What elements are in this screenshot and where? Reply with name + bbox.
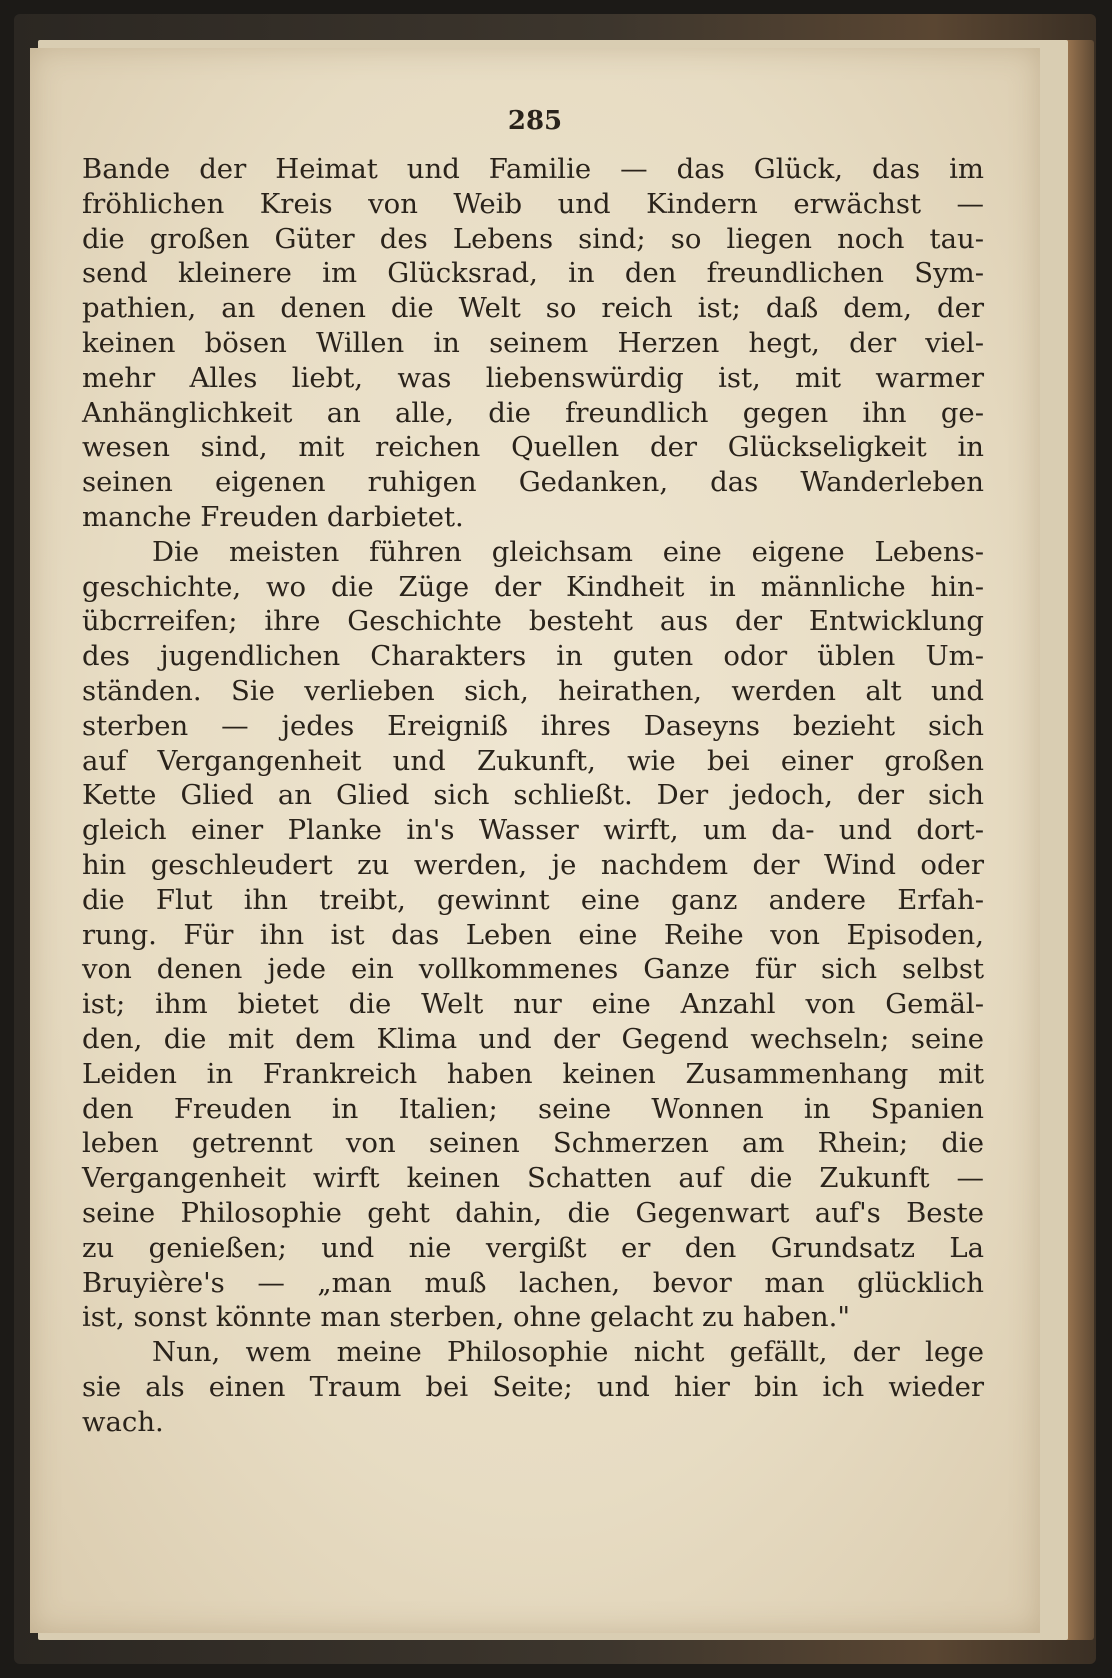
text-line: ständen. Sie verlieben sich, heirathen, werden alt und	[82, 674, 984, 707]
text-line: seine Philosophie geht dahin, die Gegenwart auf's Beste	[82, 1196, 984, 1229]
text-line: ist, sonst könnte man sterben, ohne gelacht zu haben."	[82, 1301, 851, 1334]
text-line: die Flut ihn treibt, gewinnt eine ganz andere Erfah-	[82, 883, 984, 916]
text-line: mehr Alles liebt, was liebenswürdig ist, mit warmer	[82, 361, 984, 394]
text-line: geschichte, wo die Züge der Kindheit in männliche hin-	[82, 570, 984, 603]
book-page	[30, 48, 1040, 1633]
text-line: Vergangenheit wirft keinen Schatten auf die Zukunft —	[82, 1162, 984, 1195]
text-line: sterben — jedes Ereigniß ihres Daseyns bezieht sich	[82, 709, 984, 742]
text-line: manche Freuden darbietet.	[82, 500, 464, 533]
text-line: rung. Für ihn ist das Leben eine Reihe von Episoden,	[82, 918, 984, 951]
text-line: fröhlichen Kreis von Weib und Kindern erwächst —	[82, 187, 984, 220]
text-line: den, die mit dem Klima und der Gegend wechseln; seine	[82, 1022, 984, 1055]
text-line: Leiden in Frankreich haben keinen Zusammenhang mit	[82, 1057, 984, 1090]
text-line: sie als einen Traum bei Seite; und hier bin ich wieder	[82, 1370, 984, 1403]
text-line: wesen sind, mit reichen Quellen der Glückseligkeit in	[82, 431, 984, 464]
text-line: pathien, an denen die Welt so reich ist; daß dem, der	[82, 292, 984, 325]
text-line: ist; ihm bietet die Welt nur eine Anzahl von Gemäl-	[82, 988, 984, 1021]
text-line: den Freuden in Italien; seine Wonnen in Spanien	[82, 1092, 984, 1125]
text-line: hin geschleudert zu werden, je nachdem der Wind oder	[82, 848, 984, 881]
text-line: send kleinere im Glücksrad, in den freundlichen Sym-	[82, 257, 984, 290]
text-line: Die meisten führen gleichsam eine eigene Lebens-	[152, 535, 984, 568]
text-line: leben getrennt von seinen Schmerzen am Rhein; die	[82, 1127, 984, 1160]
text-line: Kette Glied an Glied sich schließt. Der jedoch, der sich	[82, 779, 984, 812]
page-text	[82, 152, 984, 1439]
text-line: Nun, wem meine Philosophie nicht gefällt, der lege	[152, 1336, 984, 1369]
text-line: gleich einer Planke in's Wasser wirft, um da- und dort-	[82, 814, 984, 847]
text-line: auf Vergangenheit und Zukunft, wie bei einer großen	[82, 744, 984, 777]
text-line: Bande der Heimat und Familie — das Glück, das im	[82, 153, 984, 185]
page-number: 285	[507, 106, 563, 136]
text-line: von denen jede ein vollkommenes Ganze für sich selbst	[82, 953, 984, 986]
text-line: zu genießen; und nie vergißt er den Grundsatz La	[82, 1231, 984, 1264]
text-line: wach.	[82, 1405, 164, 1438]
text-line: die großen Güter des Lebens sind; so liegen noch tau-	[82, 222, 984, 255]
text-line: des jugendlichen Charakters in guten odor üblen Um-	[82, 640, 984, 673]
text-line: Anhänglichkeit an alle, die freundlich gegen ihn ge-	[82, 396, 984, 429]
text-line: Bruyière's — „man muß lachen, bevor man glücklich	[82, 1266, 984, 1299]
text-line: übcrreifen; ihre Geschichte besteht aus der Entwicklung	[82, 605, 984, 638]
text-line: keinen bösen Willen in seinem Herzen hegt, der viel-	[82, 326, 984, 359]
text-line: seinen eigenen ruhigen Gedanken, das Wanderleben	[82, 466, 984, 499]
